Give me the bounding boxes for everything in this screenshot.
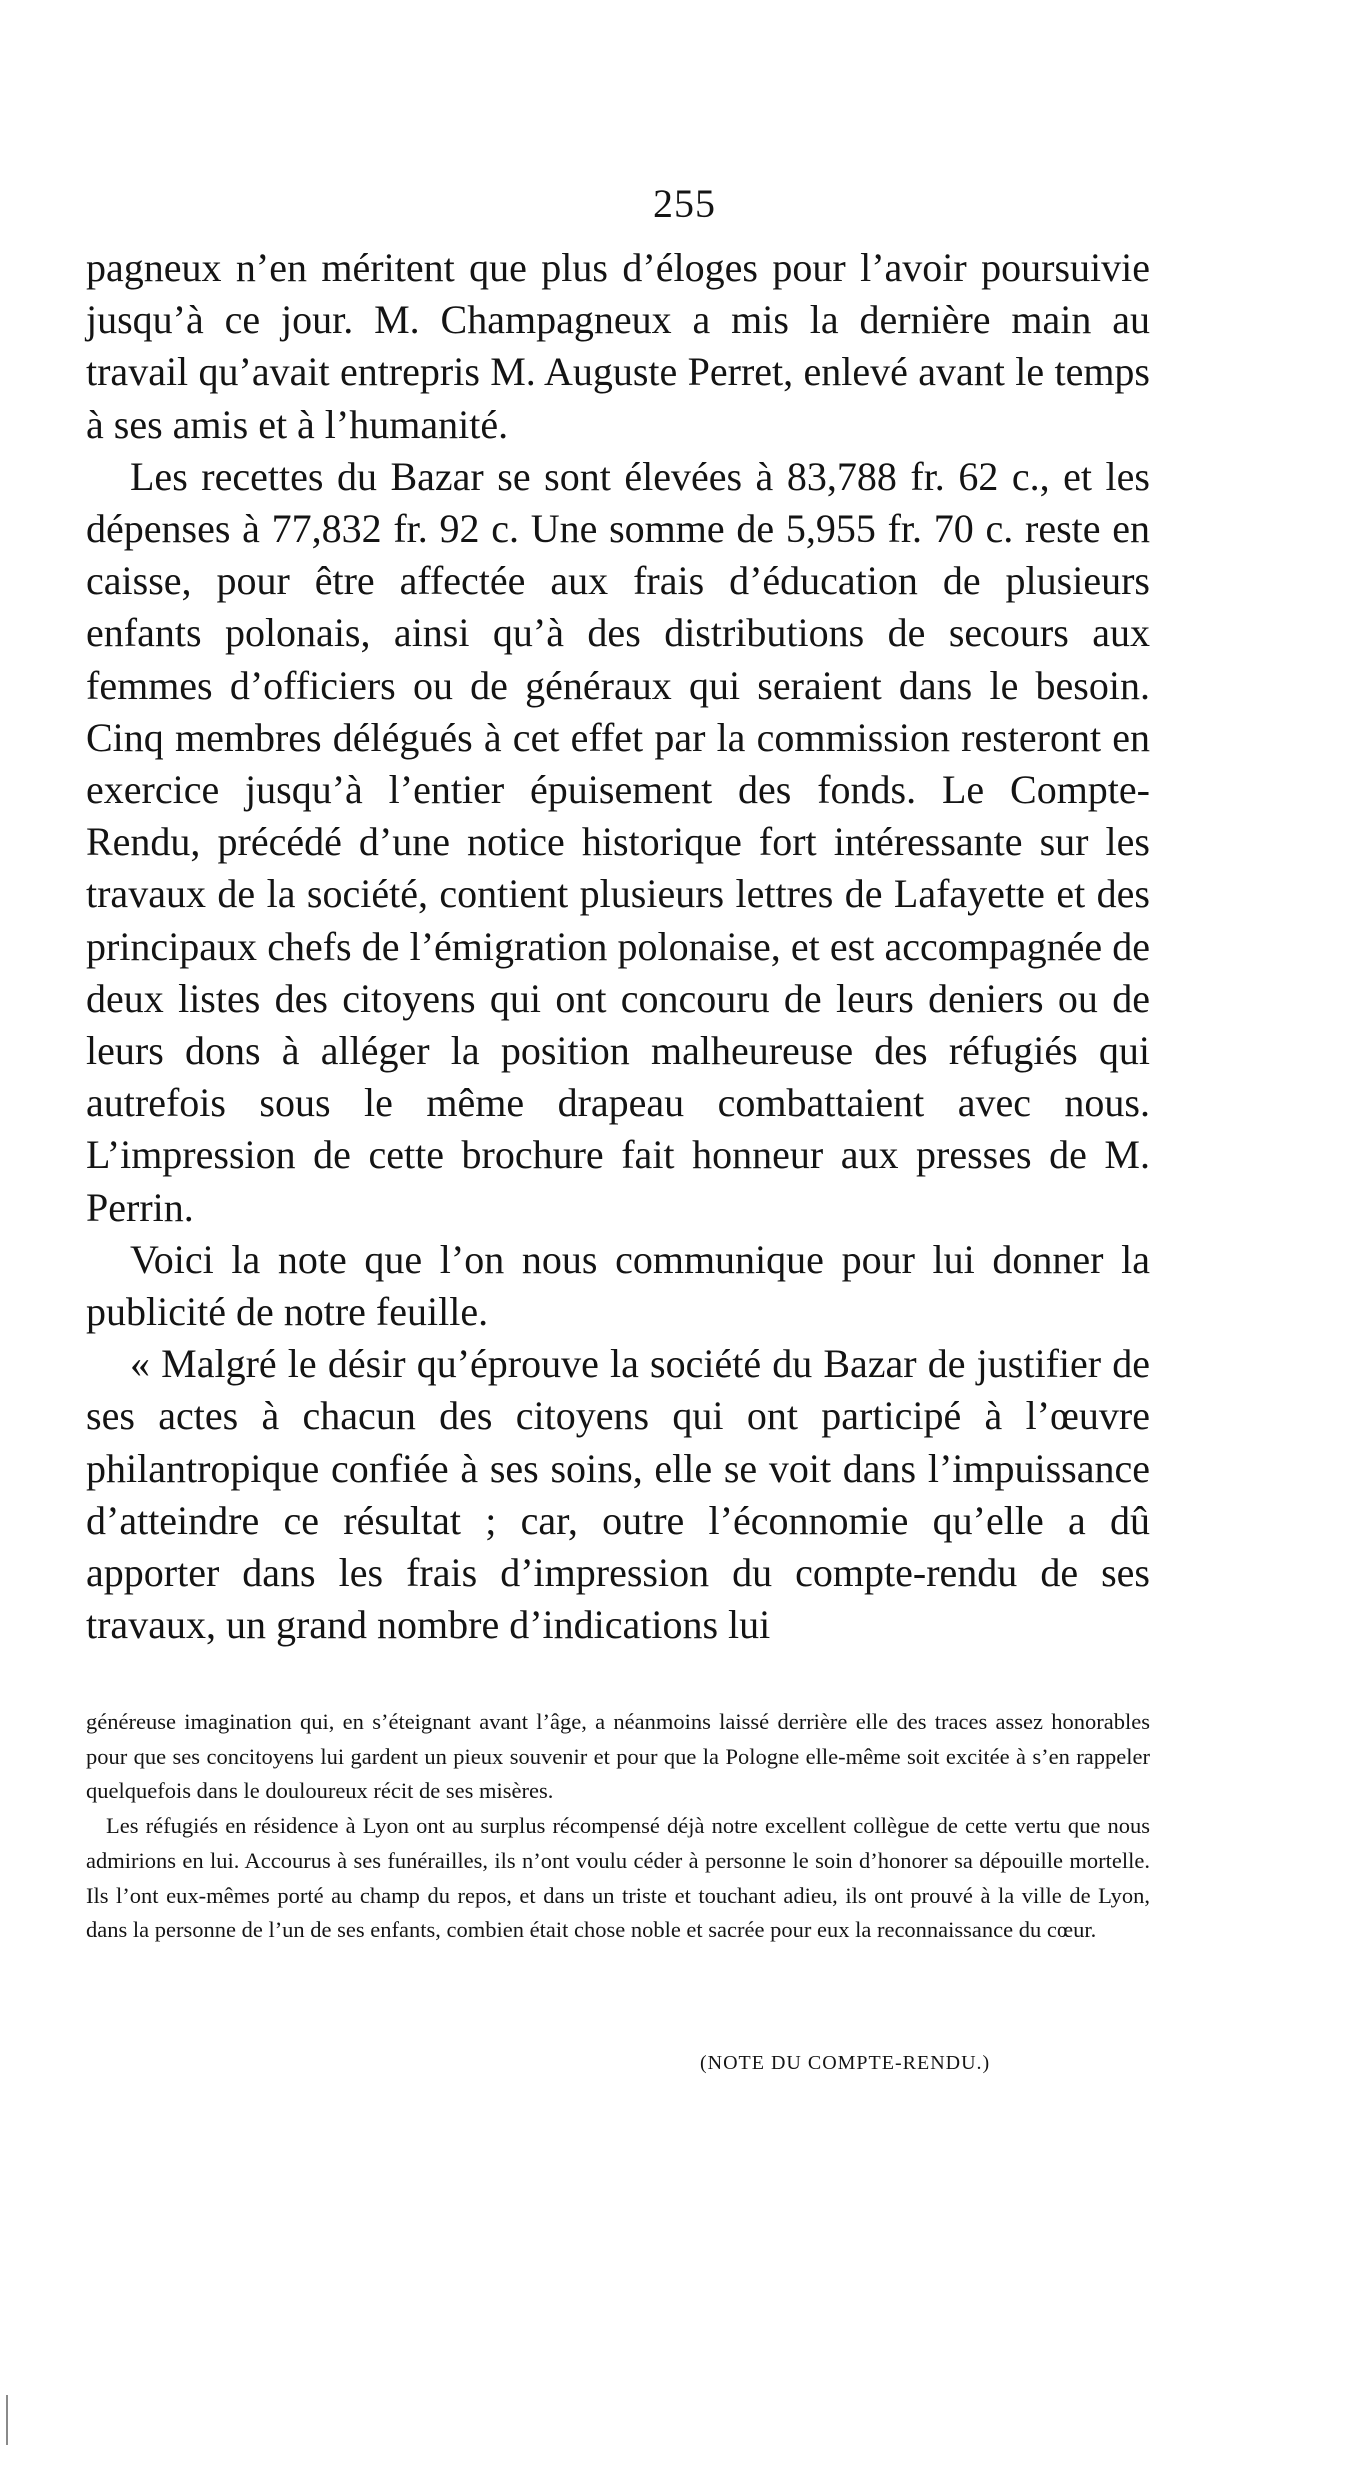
footnote-paragraph-1: généreuse imagination qui, en s’éteignant avant l’âge, a néanmoins laissé derrière elle des traces assez honorables pour que ses concitoyens lui gardent un pieux souvenir et pour que la Pologne elle-même soit excitée à s’en rappeler quelquefois dans le douloureux récit de ses misères. — [86, 1709, 1150, 1804]
footnotes — [86, 1705, 1150, 1948]
main-paragraph-1: pagneux n’en méritent que plus d’éloges pour l’avoir poursuivie jusqu’à ce jour. M. Champagneux a mis la dernière main au travail qu’avait entrepris M. Auguste Perret, enlevé avant le temps à ses amis et à l’humanité. — [86, 245, 1150, 447]
main-text — [86, 242, 1150, 1651]
main-paragraph-3: Voici la note que l’on nous communique pour lui donner la publicité de notre feuille. — [86, 1236, 1150, 1335]
page-number: 255 — [653, 181, 716, 226]
scan-edge-mark — [6, 2395, 8, 2445]
main-paragraph-4: « Malgré le désir qu’éprouve la société du Bazar de justifier de ses actes à chacun des citoyens qui ont participé à l’œuvre philantropique confiée à ses soins, elle se voit dans l’impuissance d’atteindre ce résultat ; car, outre l’éconnomie qu’elle a dû apporter dans les frais d’impression du compte-rendu de ses travaux, un grand nombre d’indications lui — [86, 1341, 1150, 1648]
footnote-paragraph-2: Les réfugiés en résidence à Lyon ont au surplus récompensé déjà notre excellent collègue de cette vertu que nous admirions en lui. Accourus à ses funérailles, ils n’ont voulu céder à personne le soin d’honorer sa dépouille mortelle. Ils l’ont eux-mêmes porté au champ du repos, et dans un triste et touchant adieu, ils ont prouvé à la ville de Lyon, dans la personne de l’un de ses enfants, combien était chose noble et sacrée pour eux la reconnaissance du cœur. — [86, 1813, 1150, 1943]
main-paragraph-2: Les recettes du Bazar se sont élevées à 83,788 fr. 62 c., et les dépenses à 77,832 fr. 92 c. Une somme de 5,955 fr. 70 c. reste en caisse, pour être affectée aux frais d’éducation de plusieurs enfants polonais, ainsi qu’à des distributions de secours aux femmes d’officiers ou de généraux qui seraient dans le besoin. Cinq membres délégués à cet effet par la commission resteront en exercice jusqu’à l’entier épuisement des fonds. Le Compte-Rendu, précédé d’une notice historique fort intéressante sur les travaux de la société, contient plusieurs lettres de Lafayette et des principaux chefs de l’émigration polonaise, et est accompagnée de deux listes des citoyens qui ont concouru de leurs deniers ou de leurs dons à alléger la position malheureuse des réfugiés qui autrefois sous le même drapeau combattaient avec nous. L’impression de cette brochure fait honneur aux presses de M. Perrin. — [86, 453, 1150, 1230]
footnote-signature: (NOTE DU COMPTE-RENDU.) — [700, 2052, 991, 2074]
